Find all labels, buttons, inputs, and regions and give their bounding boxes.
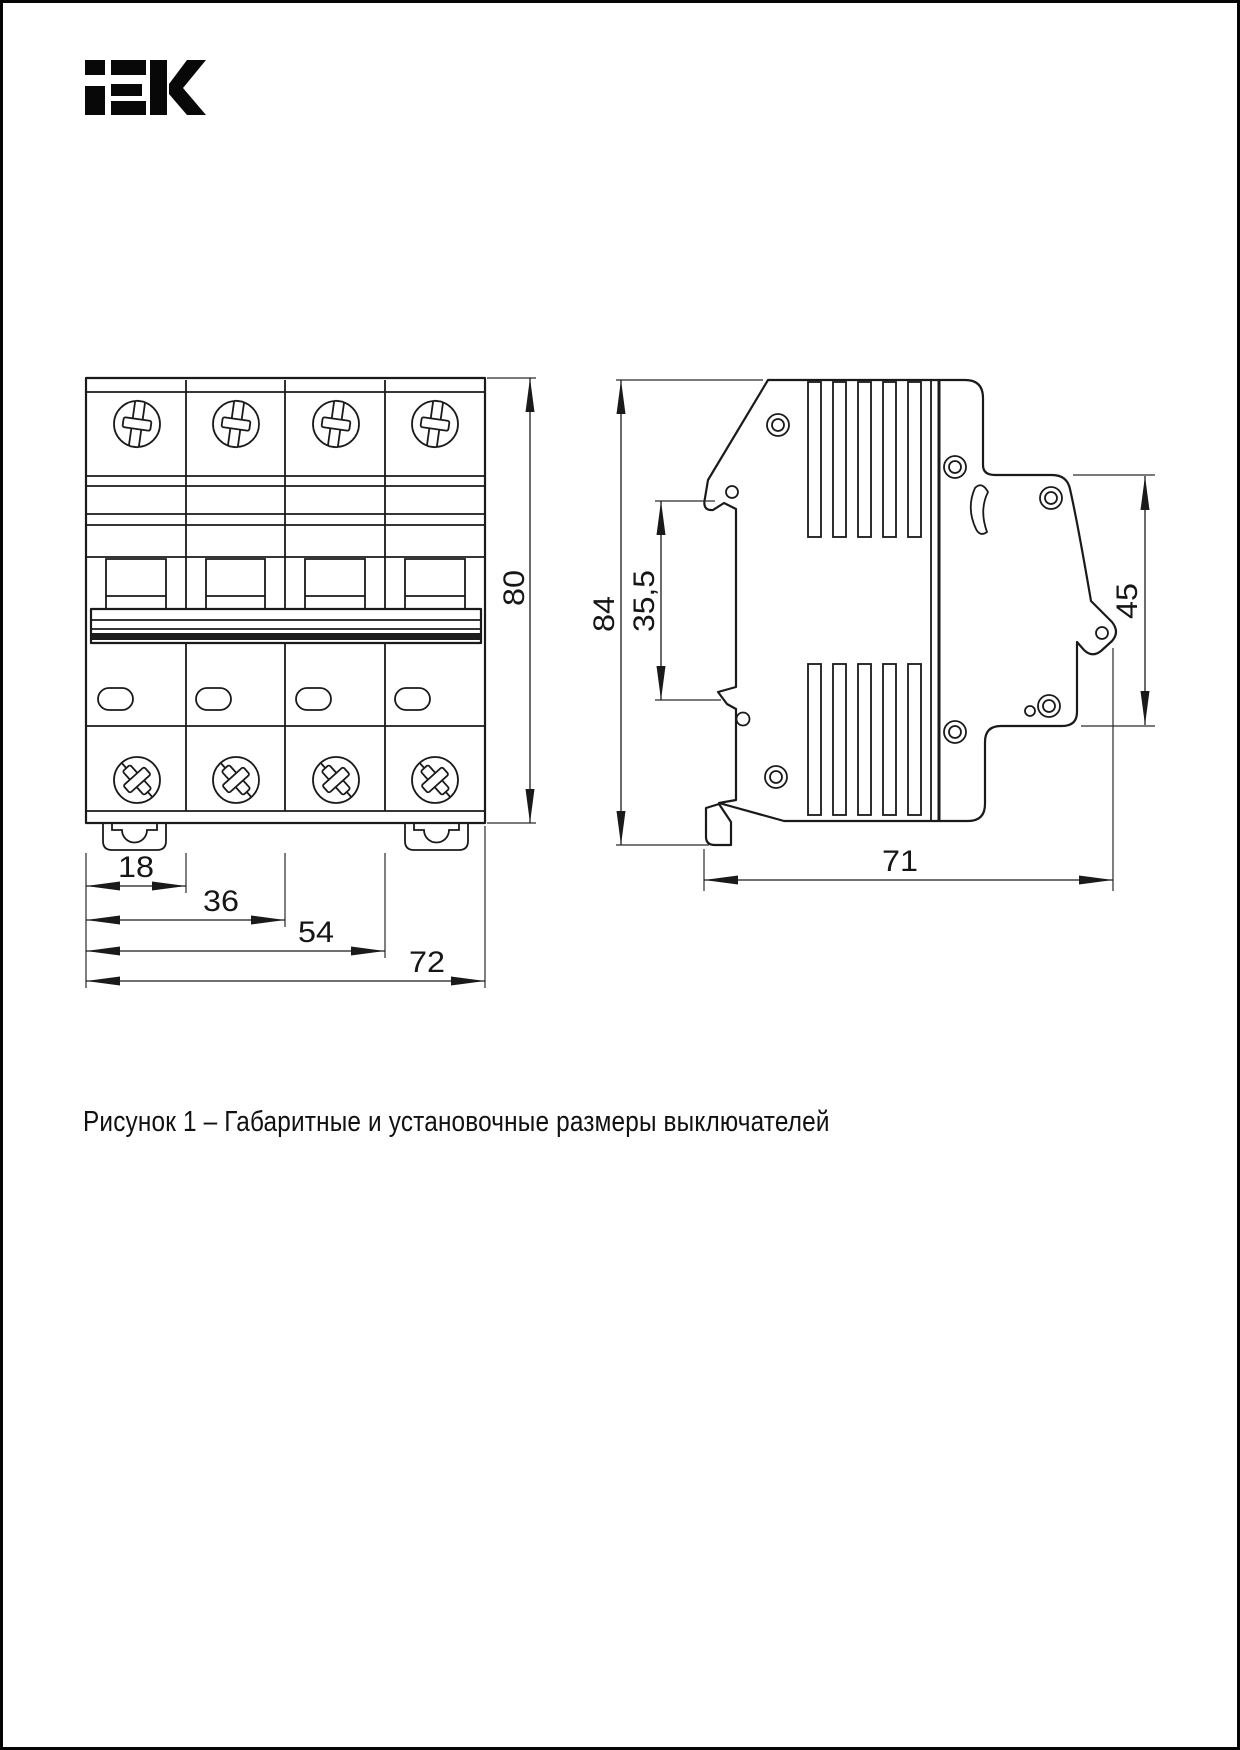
screw-icon: [213, 399, 259, 448]
din-clips-front: [103, 823, 468, 850]
dim-width-54: 54: [298, 916, 334, 949]
iek-logo: [85, 60, 206, 115]
screw-icon: [412, 399, 458, 448]
dim-recess-35-5: 35,5: [628, 573, 661, 632]
technical-drawing: [3, 3, 1240, 1750]
screw-icon: [114, 399, 160, 448]
dim-height-84: 84: [588, 598, 621, 632]
screw-icon: [313, 399, 359, 448]
figure-caption: Рисунок 1 – Габаритные и установочные размеры выключателей: [83, 1106, 830, 1138]
toggle-tie-bar: [91, 609, 481, 643]
dim-width-72: 72: [409, 946, 445, 979]
side-din-clip: [706, 804, 731, 845]
din-clip: [103, 823, 166, 850]
din-clip: [405, 823, 468, 850]
dim-width-18: 18: [118, 851, 154, 884]
dim-right-45: 45: [1111, 585, 1144, 619]
dim-height-80: 80: [498, 572, 531, 606]
dim-width-36: 36: [203, 885, 239, 918]
side-view: [704, 380, 1116, 845]
dim-depth-71: 71: [882, 845, 918, 878]
front-view: [86, 378, 485, 850]
